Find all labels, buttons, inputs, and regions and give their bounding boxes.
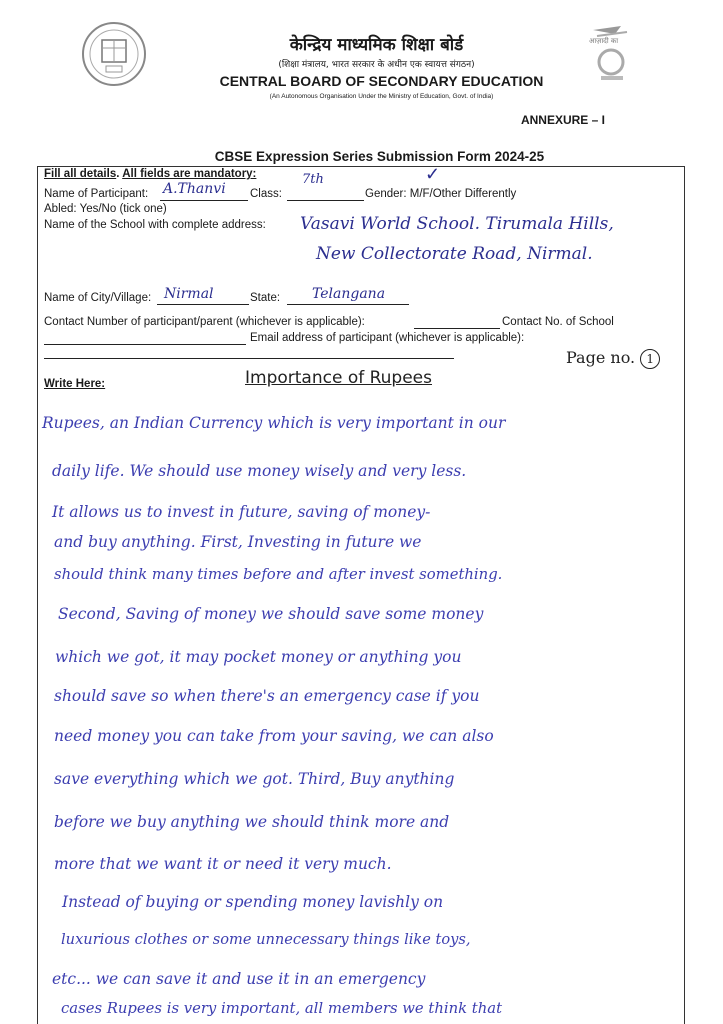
- essay-line: It allows us to invest in future, saving of money-: [52, 503, 431, 521]
- school-address-line2: New Collectorate Road, Nirmal.: [316, 244, 593, 264]
- essay-line: Instead of buying or spending money lavishly on: [62, 893, 444, 911]
- essay-line: need money you can take from your saving, we can also: [54, 727, 494, 745]
- fill-all-text: Fill all details: [44, 168, 117, 180]
- email-label: Email address of participant (whichever is applicable):: [250, 332, 525, 344]
- write-here-label: Write Here:: [44, 378, 106, 390]
- page-no-text: Page no.: [566, 348, 636, 367]
- participant-name-label: Name of Participant:: [44, 188, 149, 200]
- essay-line: which we got, it may pocket money or anything you: [55, 648, 462, 666]
- essay-line: before we buy anything we should think more and: [54, 813, 450, 831]
- essay-line: should save so when there's an emergency case if you: [54, 687, 480, 705]
- essay-line: and buy anything. First, Investing in future we: [54, 533, 422, 551]
- abled-label: Abled: Yes/No (tick one): [44, 203, 167, 215]
- essay-line: should think many times before and after invest something.: [54, 566, 503, 583]
- essay-line: daily life. We should use money wisely and very less.: [52, 462, 467, 480]
- participant-name-value: A.Thanvi: [163, 181, 226, 197]
- essay-title: Importance of Rupees: [245, 368, 432, 388]
- essay-line: save everything which we got. Third, Buy anything: [54, 770, 455, 788]
- board-hindi-title: केन्द्रिय माध्यमिक शिक्षा बोर्ड: [289, 35, 464, 55]
- board-autonomous-note: (An Autonomous Organisation Under the Ministry of Education, Govt. of India): [269, 93, 494, 100]
- essay-line: etc... we can save it and use it in an emergency: [52, 970, 426, 988]
- class-value: 7th: [302, 172, 324, 187]
- annexure-label: ANNEXURE – I: [520, 113, 605, 127]
- gender-tick-icon: ✓: [425, 164, 441, 185]
- logo-caption: आज़ादी का: [589, 37, 619, 45]
- board-hindi-subtitle: (शिक्षा मंत्रालय, भारत सरकार के अधीन एक स्वायत्त संगठन): [278, 60, 475, 70]
- essay-line: Rupees, an Indian Currency which is very important in our: [42, 414, 506, 432]
- city-value: Nirmal: [164, 286, 214, 302]
- mandatory-text: All fields are mandatory:: [122, 168, 257, 180]
- school-address-line1: Vasavi World School. Tirumala Hills,: [300, 214, 614, 234]
- essay-line: luxurious clothes or some unnecessary things like toys,: [61, 931, 471, 948]
- school-label: Name of the School with complete address:: [44, 219, 266, 231]
- essay-body: [42, 0, 692, 1024]
- contact-school-label: Contact No. of School: [502, 316, 614, 328]
- class-label: Class:: [250, 188, 282, 200]
- state-label: State:: [250, 292, 281, 304]
- essay-line: Second, Saving of money we should save some money: [58, 605, 484, 623]
- essay-line: cases Rupees is very important, all members we think that: [61, 1000, 503, 1017]
- gender-label: Gender: M/F/Other Differently: [365, 188, 517, 200]
- form-title: CBSE Expression Series Submission Form 2024-25: [214, 149, 545, 164]
- essay-line: more that we want it or need it very much.: [54, 855, 392, 873]
- page-no-circle: 1: [640, 349, 660, 369]
- city-label: Name of City/Village:: [44, 292, 152, 304]
- state-value: Telangana: [312, 286, 386, 302]
- board-english-title: CENTRAL BOARD OF SECONDARY EDUCATION: [219, 73, 544, 89]
- fill-all-line: Fill all details. All fields are mandatory:: [44, 168, 257, 180]
- contact-label: Contact Number of participant/parent (whichever is applicable):: [44, 316, 365, 328]
